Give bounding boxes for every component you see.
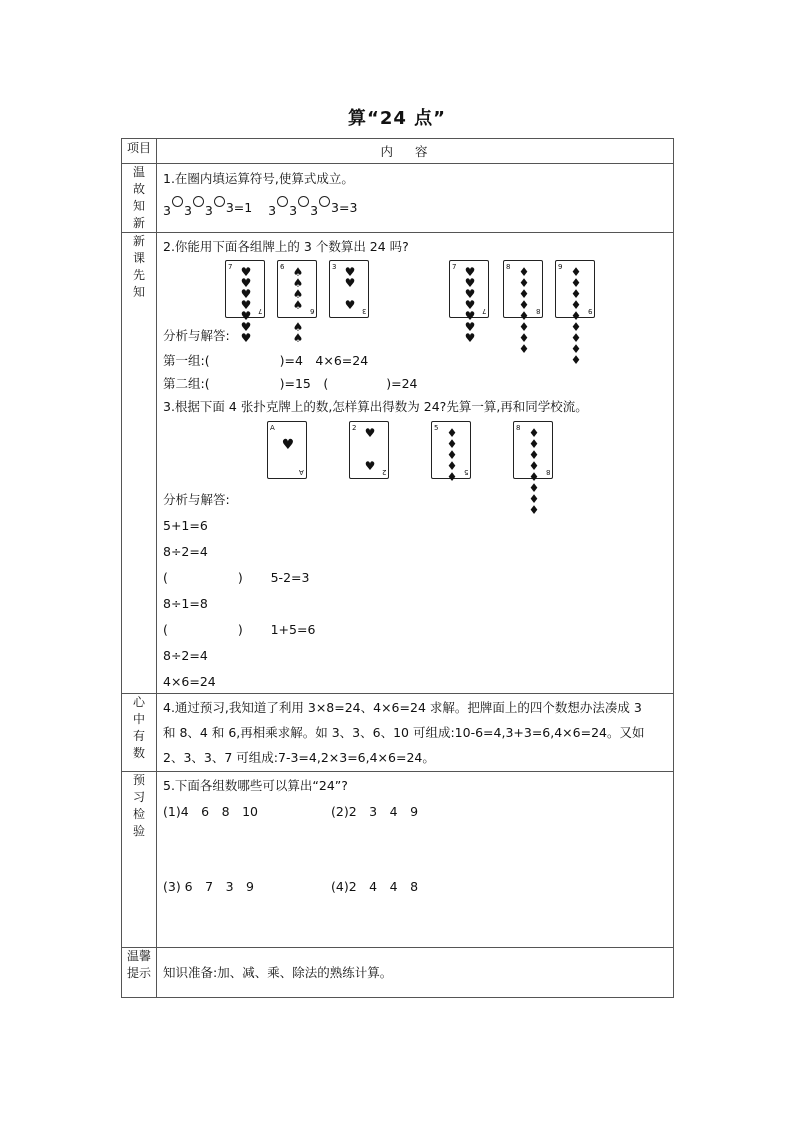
heart-icon: ♥	[281, 437, 295, 453]
content-table	[121, 138, 674, 998]
playing-card-diamond-5: 5 ♦ ♦ ♦ ♦ ♦ 5	[431, 421, 471, 479]
new-content	[157, 233, 674, 694]
label-new: 新课先知	[122, 233, 157, 694]
heart-icon: ♥ ♥	[364, 426, 376, 473]
label-mind: 心中有数	[122, 694, 157, 772]
q3-line2: 8÷2=4	[163, 544, 208, 559]
heart-icon: ♥ ♥ ♥ ♥ ♥ ♥ ♥	[464, 265, 476, 345]
diamond-icon: ♦ ♦ ♦ ♦ ♦ ♦ ♦ ♦	[518, 265, 530, 356]
mind-content	[157, 694, 674, 772]
q5-row2: (3) 6 7 3 9 (4)2 4 4 8	[163, 879, 419, 894]
spade-icon: ♠ ♠ ♠ ♠ ♠ ♠	[292, 265, 304, 345]
playing-card-heart-2: 2 ♥ ♥ 2	[349, 421, 389, 479]
page-title: 算“24 点”	[348, 108, 446, 129]
q5-row1: (1)4 6 8 10 (2)2 3 4 9	[163, 804, 419, 819]
q3-line4: 8÷1=8	[163, 596, 208, 611]
playing-card-diamond-8: 8 ♦ ♦ ♦ ♦ ♦ ♦ ♦ ♦ 8	[503, 260, 543, 318]
playing-card-diamond-8: 8 ♦ ♦ ♦ ♦ ♦ ♦ ♦ ♦ 8	[513, 421, 553, 479]
playing-card-diamond-9: 9 ♦ ♦ ♦ ♦ ♦ ♦ ♦ ♦ ♦ 9	[555, 260, 595, 318]
heart-icon: ♥ ♥ ♥ ♥ ♥ ♥ ♥	[240, 265, 252, 345]
q2-line2: 第二组:( )=15 ( )=24	[163, 376, 418, 391]
label-check: 预习检验	[122, 772, 157, 948]
q1-text: 1.在圈内填运算符号,使算式成立。	[163, 171, 354, 186]
playing-card-heart-7: 7 ♥ ♥ ♥ ♥ ♥ ♥ ♥ 7	[225, 260, 265, 318]
diamond-icon: ♦ ♦ ♦ ♦ ♦ ♦ ♦ ♦	[528, 426, 540, 517]
q5-text: 5.下面各组数哪些可以算出“24”?	[163, 778, 348, 793]
q3-line6: 8÷2=4	[163, 648, 208, 663]
review-content	[157, 164, 674, 233]
q3-analysis: 分析与解答:	[163, 492, 230, 507]
playing-card-heart-7: 7 ♥ ♥ ♥ ♥ ♥ ♥ ♥ 7	[449, 260, 489, 318]
q3-line1: 5+1=6	[163, 518, 208, 533]
playing-card-heart-a: A ♥ A	[267, 421, 307, 479]
playing-card-spade-6: 6 ♠ ♠ ♠ ♠ ♠ ♠ 6	[277, 260, 317, 318]
q2-line1: 第一组:( )=4 4×6=24	[163, 353, 369, 368]
q3-line5: ( ) 1+5=6	[163, 622, 316, 637]
blank-circle[interactable]	[298, 196, 309, 207]
header-item: 项目	[122, 139, 157, 164]
q2-analysis: 分析与解答:	[163, 328, 230, 343]
tips-content: 知识准备:加、减、乘、除法的熟练计算。	[157, 948, 674, 998]
label-tips: 温馨提示	[122, 948, 157, 998]
q1-expressions: 3 3 3 3=1 3 3 3 3=3	[163, 196, 667, 219]
blank-circle[interactable]	[193, 196, 204, 207]
label-review: 温故知新	[122, 164, 157, 233]
blank-circle[interactable]	[214, 196, 225, 207]
q3-text: 3.根据下面 4 张扑克牌上的数,怎样算出得数为 24?先算一算,再和同学校流。	[163, 399, 588, 414]
diamond-icon: ♦ ♦ ♦ ♦ ♦	[446, 426, 458, 484]
q4-line1: 4.通过预习,我知道了利用 3×8=24、4×6=24 求解。把牌面上的四个数想办法凑成 3	[163, 700, 642, 715]
blank-circle[interactable]	[319, 196, 330, 207]
q3-line7: 4×6=24	[163, 674, 216, 689]
blank-circle[interactable]	[172, 196, 183, 207]
playing-card-heart-3: 3 ♥ ♥ ♥ 3	[329, 260, 369, 318]
diamond-icon: ♦ ♦ ♦ ♦ ♦ ♦ ♦ ♦ ♦	[570, 265, 582, 367]
heart-icon: ♥ ♥ ♥	[344, 265, 356, 312]
q2-text: 2.你能用下面各组牌上的 3 个数算出 24 吗?	[163, 239, 409, 254]
q4-line2: 和 8、4 和 6,再相乘求解。如 3、3、6、10 可组成:10-6=4,3+3=6,4×6=24。又如	[163, 725, 645, 740]
q3-line3: ( ) 5-2=3	[163, 570, 310, 585]
q4-line3: 2、3、3、7 可组成:7-3=4,2×3=6,4×6=24。	[163, 750, 435, 765]
header-content: 内容	[157, 139, 674, 164]
check-content	[157, 772, 674, 948]
blank-circle[interactable]	[277, 196, 288, 207]
